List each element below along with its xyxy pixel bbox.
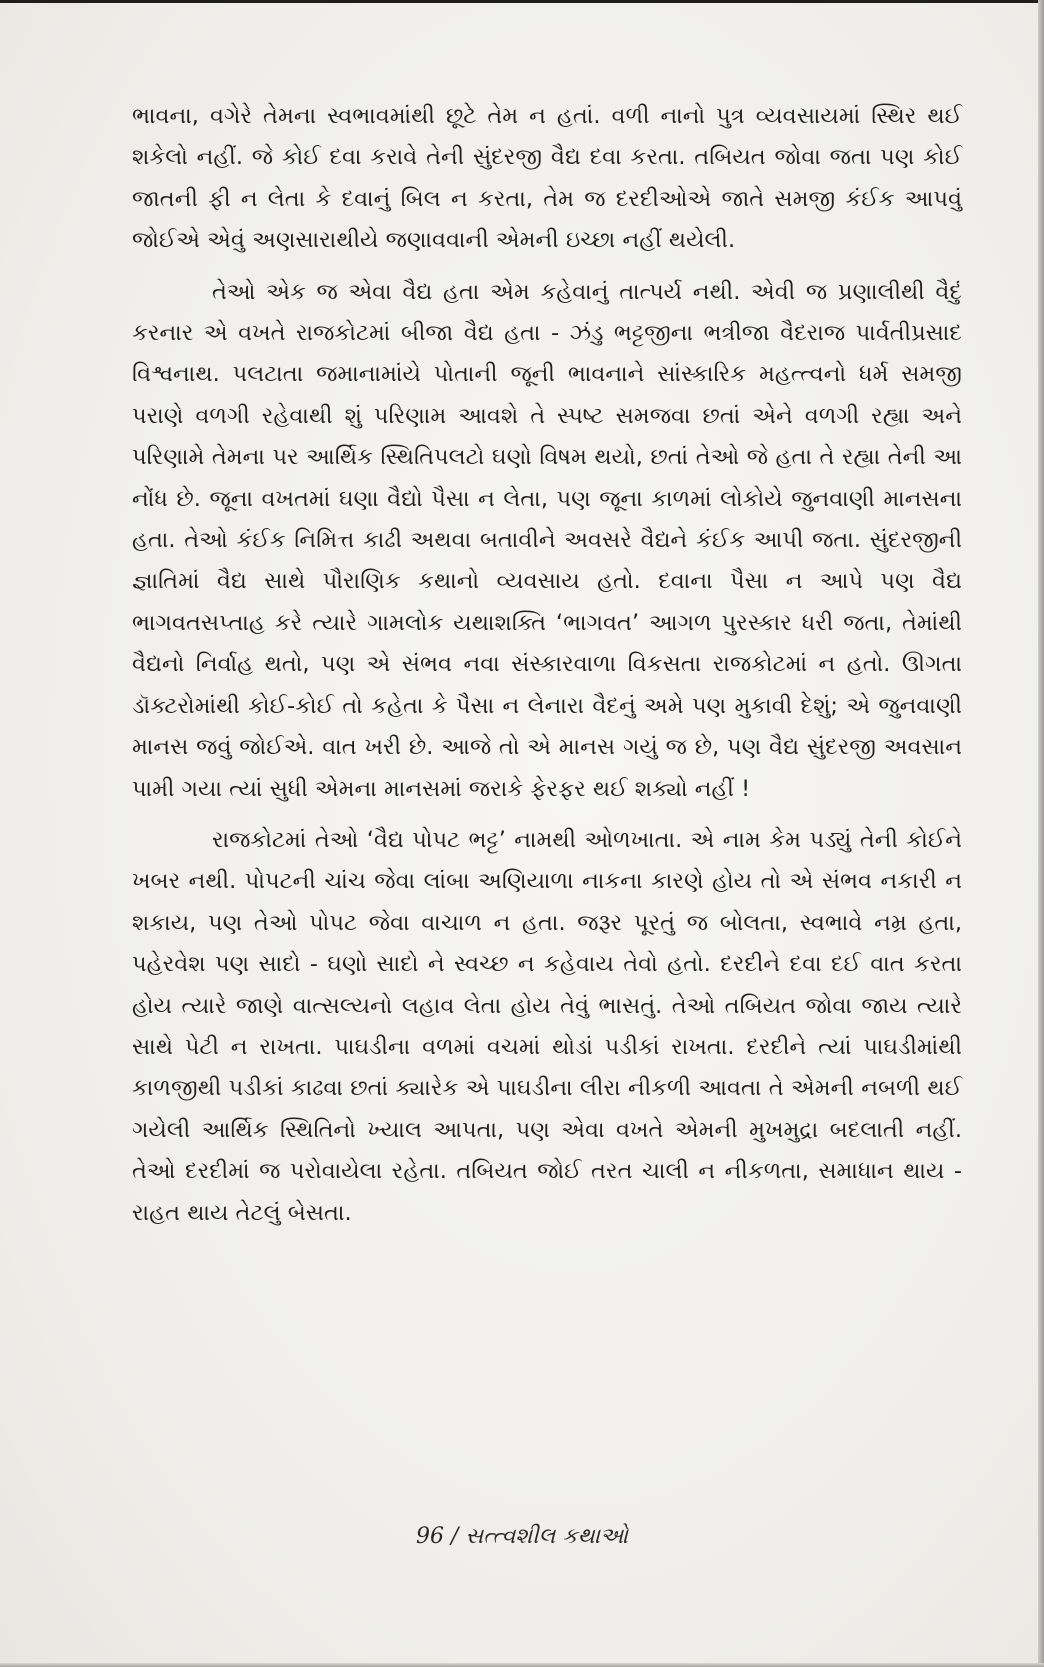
page-right-edge — [1038, 0, 1044, 1667]
page-bottom-edge — [0, 1663, 1044, 1667]
paragraph-1: ભાવના, વગેરે તેમના સ્વભાવમાંથી છૂટે તેમ ન હતાં. વળી નાનો પુત્ર વ્યવસાયમાં સ્થિર થઈ શકેલો નહીં. જે કોઈ દવા કરાવે તેની સુંદરજી વૈદ્ય દવા કરતા. તબિયત જોવા જતા પણ કોઈ જાતની ફી ન લેતા કે દવાનું બિલ ન કરતા, તેમ જ દરદીઓએ જાતે સમજી કંઈક આપવું જોઈએ એવું અણસારાથીયે જણાવવાની એમની ઇચ્છા નહીં થયેલી. — [132, 103, 962, 254]
paragraph-3: રાજકોટમાં તેઓ ‘વૈદ્ય પોપટ ભટ્ટ’ નામથી ઓળખાતા. એ નામ કેમ પડ્યું તેની કોઈને ખબર નથી. પોપટની ચાંચ જેવા લાંબા અણિયાળા નાકના કારણે હોય તો એ સંભવ નકારી ન શકાય, પણ તેઓ પોપટ જેવા વાચાળ ન હતા. જરૂર પૂરતું જ બોલતા, સ્વભાવે નમ્ર હતા, પહેરવેશ પણ સાદો - ઘણો સાદો ને સ્વચ્છ ન કહેવાય તેવો હતો. દરદીને દવા દઈ વાત કરતા હોય ત્યારે જાણે વાત્સલ્યનો લહાવ લેતા હોય તેવું ભાસતું. તેઓ તબિયત જોવા જાય ત્યારે સાથે પેટી ન રાખતા. પાઘડીના વળમાં વચમાં થોડાં પડીકાં રાખતા. દરદીને ત્યાં પાઘડીમાંથી કાળજીથી પડીકાં કાઢવા છતાં ક્યારેક એ પાઘડીના લીરા નીકળી આવતા તે એમની નબળી થઈ ગયેલી આર્થિક સ્થિતિનો ખ્યાલ આપતા, પણ એવા વખતે એમની મુખમુદ્રા બદલાતી નહીં. તેઓ દરદીમાં જ પરોવાયેલા રહેતા. તબિયત જોઈ તરત ચાલી ન નીકળતા, સમાધાન થાય - રાહત થાય તેટલું બેસતા. — [132, 826, 962, 1226]
page-top-edge — [0, 0, 1044, 3]
body-text — [132, 96, 962, 1244]
page-footer: 96 / સત્ત્વશીલ કથાઓ — [416, 1524, 628, 1549]
paragraph-2: તેઓ એક જ એવા વૈદ્ય હતા એમ કહેવાનું તાત્પર્ય નથી. એવી જ પ્રણાલીથી વૈદું કરનાર એ વખતે રાજકોટમાં બીજા વૈદ્ય હતા - ઝંડુ ભટ્ટજીના ભત્રીજા વૈદરાજ પાર્વતીપ્રસાદ વિશ્વનાથ. પલટાતા જમાનામાંયે પોતાની જૂની ભાવનાને સાંસ્કારિક મહત્ત્વનો ધર્મ સમજી પરાણે વળગી રહેવાથી શું પરિણામ આવશે તે સ્પષ્ટ સમજવા છતાં એને વળગી રહ્યા અને પરિણામે તેમના પર આર્થિક સ્થિતિપલટો ઘણો વિષમ થયો, છતાં તેઓ જે હતા તે રહ્યા તેની આ નોંધ છે. જૂના વખતમાં ઘણા વૈદ્યો પૈસા ન લેતા, પણ જૂના કાળમાં લોકોયે જુનવાણી માનસના હતા. તેઓ કંઈક નિમિત્ત કાઢી અથવા બતાવીને અવસરે વૈદ્યને કંઈક આપી જતા. સુંદરજીની જ્ઞાતિમાં વૈદ્ય સાથે પૌરાણિક કથાનો વ્યવસાય હતો. દવાના પૈસા ન આપે પણ વૈદ્ય ભાગવતસપ્તાહ કરે ત્યારે ગામલોક યથાશક્તિ ‘ભાગવત’ આગળ પુરસ્કાર ધરી જતા, તેમાંથી વૈદ્યનો નિર્વાહ થતો, પણ એ સંભવ નવા સંસ્કારવાળા વિકસતા રાજકોટમાં ન હતો. ઊગતા ડૉક્ટરોમાંથી કોઈ-કોઈ તો કહેતા કે પૈસા ન લેનારા વૈદનું અમે પણ મુકાવી દેશું; એ જુનવાણી માનસ જવું જોઈએ. વાત ખરી છે. આજે તો એ માનસ ગયું જ છે, પણ વૈદ્ય સુંદરજી અવસાન પામી ગયા ત્યાં સુધી એમના માનસમાં જરાકે ફેરફર થઈ શક્યો નહીં ! — [132, 278, 962, 802]
